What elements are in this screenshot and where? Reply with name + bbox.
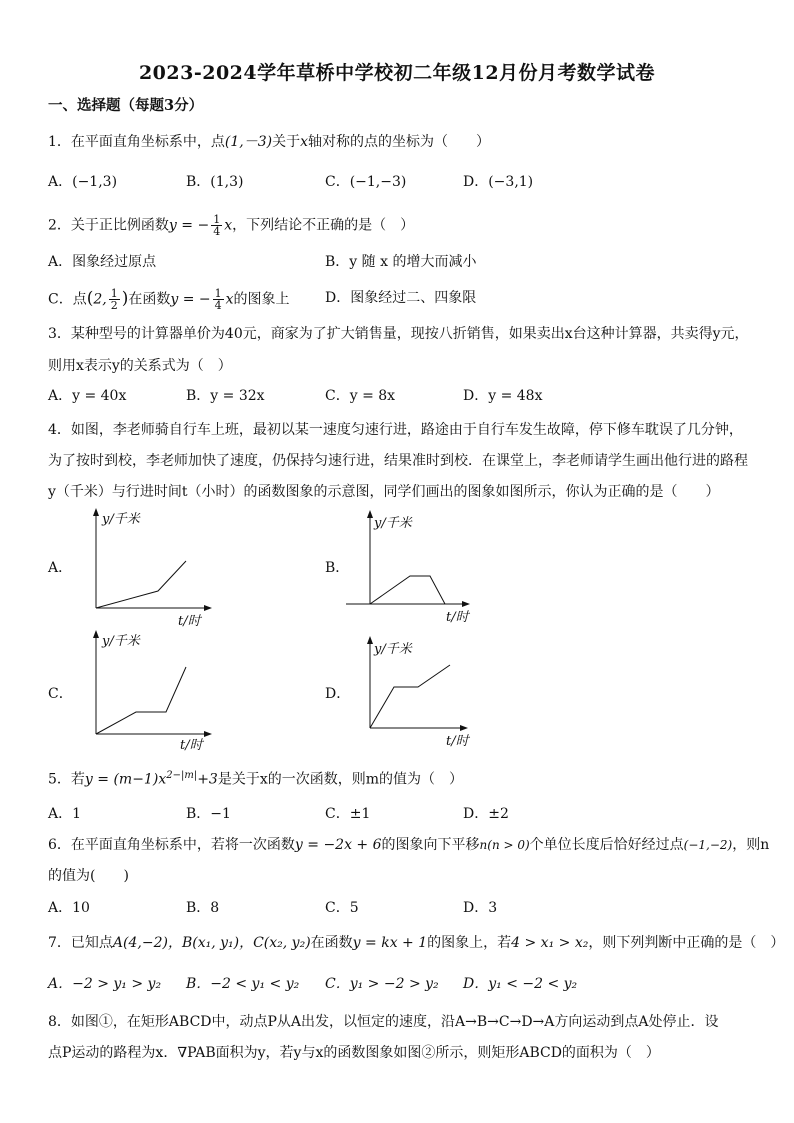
y-axis-arrow: [367, 510, 373, 518]
q4-graph-b-label: B．: [325, 560, 350, 576]
q6-text-b: 的图象向下平移: [381, 837, 480, 853]
q7-condition: 4 > x₁ > x₂: [511, 935, 589, 951]
q1-option-a: A．(−1,3): [48, 174, 118, 190]
graph-line: [370, 576, 445, 604]
q5-func-b: +3: [197, 771, 218, 788]
q6-func: y = −2x + 6: [294, 837, 382, 853]
question-4-line-1: 4．如图，李老师骑自行车上班，最初以某一速度匀速行进，路途由于自行车发生故障，停下修车耽误了几分钟，: [48, 422, 743, 438]
q2-optc-frac-num: 1: [110, 287, 118, 300]
q6-option-b: B．8: [186, 900, 220, 916]
q5-option-a: A．1: [48, 806, 82, 822]
y-axis-label: y/千米: [374, 642, 412, 657]
question-6-line-2: 的值为( ): [48, 868, 129, 884]
q3-option-a: A．y = 40x: [48, 388, 127, 404]
question-2-stem: [48, 214, 414, 237]
q7-option-d: D．y₁ < −2 < y₂: [463, 976, 578, 992]
q5-func-base: x: [158, 771, 167, 788]
q4-graph-a: [66, 508, 216, 629]
exam-title: 2023-2024学年草桥中学校初二年级12月份月考数学试卷: [138, 62, 656, 84]
y-axis-arrow: [367, 636, 373, 644]
question-8-line-1: 8．如图①，在矩形ABCD中，动点P从A出发，以恒定的速度，沿A→B→C→D→A方向运动到点A处停止．设: [48, 1014, 719, 1030]
q2-text-b: ，下列结论不正确的是（ ）: [232, 217, 415, 234]
question-3-line-2: 则用x表示y的关系式为（ ）: [48, 358, 232, 374]
q7-func: y = kx + 1: [352, 935, 428, 951]
q4-graph-a-label: A．: [48, 560, 73, 576]
q2-optc-point: 2,: [93, 291, 107, 308]
x-axis-label: t/时: [446, 610, 469, 625]
q3-option-d: D．y = 48x: [463, 388, 543, 404]
q2-option-b: B．y 随 x 的增大而减小: [325, 254, 477, 270]
q4-graph-d: [342, 634, 472, 752]
x-axis-arrow: [204, 731, 212, 737]
y-axis-arrow: [93, 630, 99, 638]
q2-frac-den: 4: [213, 225, 221, 238]
q2-optc-text-b: 在函数: [128, 291, 171, 308]
q2-optc-text-a: C．点: [48, 291, 87, 308]
q2-optc-fraction: [109, 288, 120, 311]
y-axis-arrow: [93, 508, 99, 516]
section-heading: 一、选择题（每题3分）: [48, 97, 204, 114]
q2-optc-func-b: x: [225, 291, 234, 308]
q5-option-d: D．±2: [463, 806, 509, 822]
q2-text-a: 2．关于正比例函数: [48, 217, 169, 234]
question-6-line-1: [48, 835, 769, 855]
x-axis-label: t/时: [446, 734, 469, 749]
q7-text-a: 7．已知点: [48, 935, 113, 951]
q1-option-b: B．(1,3): [186, 174, 244, 190]
q7-text-d: ，则下列判断中正确的是（ ）: [588, 935, 785, 951]
q7-option-c: C．y₁ > −2 > y₂: [325, 976, 439, 992]
q7-text-b: 在函数: [310, 935, 353, 951]
q6-text-a: 6．在平面直角坐标系中，若将一次函数: [48, 837, 295, 853]
question-5-stem: [48, 766, 463, 790]
q1-option-c: C．(−1,−3): [325, 174, 407, 190]
q3-option-b: B．y = 32x: [186, 388, 265, 404]
graph-line: [96, 667, 186, 734]
q1-text-b: 关于: [272, 134, 301, 150]
q4-graph-d-label: D．: [325, 686, 351, 702]
graph-line: [96, 561, 186, 608]
q6-option-c: C．5: [325, 900, 359, 916]
q3-option-c: C．y = 8x: [325, 388, 396, 404]
q5-text-b: 是关于x的一次函数，则m的值为（ ）: [217, 771, 463, 788]
y-axis-label: y/千米: [102, 512, 140, 527]
q6-point: (−1,−2): [683, 838, 733, 852]
x-axis-label: t/时: [178, 614, 201, 629]
question-4-line-2: 为了按时到校，李老师加快了速度，仍保持匀速行进，结果准时到校．在课堂上，李老师请学生画出他行进的路程: [48, 453, 748, 469]
q5-text-a: 5．若: [48, 771, 85, 788]
q2-optc-func-num: 1: [214, 287, 222, 300]
q2-func-a: y = −: [168, 217, 210, 234]
q2-fraction: [211, 214, 222, 237]
q2-optc-func-den: 4: [214, 299, 222, 312]
q2-optc-func-a: y = −: [170, 291, 211, 308]
q4-graph-b: [342, 508, 472, 626]
question-8-line-2: 点P运动的路程为x．∇PAB面积为y，若y与x的函数图象如图②所示，则矩形ABCD的面积为（ ）: [48, 1045, 660, 1061]
q2-optc-paren-open: (: [86, 288, 94, 309]
q2-option-c: [48, 288, 290, 311]
question-7-stem: [48, 933, 784, 953]
q7-points: A(4,−2)，B(x₁, y₁)，C(x₂, y₂): [112, 935, 311, 951]
q7-option-b: B．−2 < y₁ < y₂: [186, 976, 300, 992]
x-axis-label: t/时: [180, 738, 203, 753]
question-1-stem: [48, 132, 490, 152]
q2-frac-num: 1: [213, 213, 221, 226]
q7-option-a: A．−2 > y₁ > y₂: [48, 976, 162, 992]
q2-optc-paren-close: ): [121, 288, 129, 309]
x-axis-arrow: [204, 605, 212, 611]
q6-option-d: D．3: [463, 900, 498, 916]
q6-text-d: ，则n: [732, 837, 770, 853]
q2-optc-frac-den: 2: [110, 299, 118, 312]
question-4-line-3: y（千米）与行进时间t（小时）的函数图象的示意图，同学们画出的图象如图所示，你认为正确的是（ ）: [48, 484, 720, 500]
y-axis-label: y/千米: [102, 634, 140, 649]
q2-func-b: x: [224, 217, 233, 234]
q2-optc-func-fraction: [213, 288, 224, 311]
q6-text-c: 个单位长度后恰好经过点: [529, 837, 684, 853]
q1-text-a: 1．在平面直角坐标系中，点: [48, 134, 225, 150]
q5-option-c: C．±1: [325, 806, 371, 822]
q5-func-a: y = (m−1): [84, 771, 159, 788]
graph-line: [370, 665, 450, 728]
q2-option-a: A．图象经过原点: [48, 254, 157, 270]
question-3-line-1: 3．某种型号的计算器单价为40元，商家为了扩大销售量，现按八折销售，如果卖出x台这种计算器，共卖得y元，: [48, 326, 749, 342]
q1-text-c: 轴对称的点的坐标为（ ）: [308, 134, 491, 150]
q2-optc-text-c: 的图象上: [233, 291, 290, 308]
q5-func-exponent: 2−|m|: [166, 770, 198, 781]
q6-shift: n(n > 0): [479, 838, 530, 852]
q6-option-a: A．10: [48, 900, 90, 916]
q4-graph-c: [66, 630, 216, 753]
q1-option-d: D．(−3,1): [463, 174, 534, 190]
q4-graph-c-label: C．: [48, 686, 73, 702]
q1-axis: x: [300, 134, 309, 150]
q2-option-d: D．图象经过二、四象限: [325, 290, 477, 306]
y-axis-label: y/千米: [374, 516, 412, 531]
q1-point: (1,－3): [224, 134, 273, 150]
q7-text-c: 的图象上，若: [427, 935, 512, 951]
q5-option-b: B．−1: [186, 806, 231, 822]
